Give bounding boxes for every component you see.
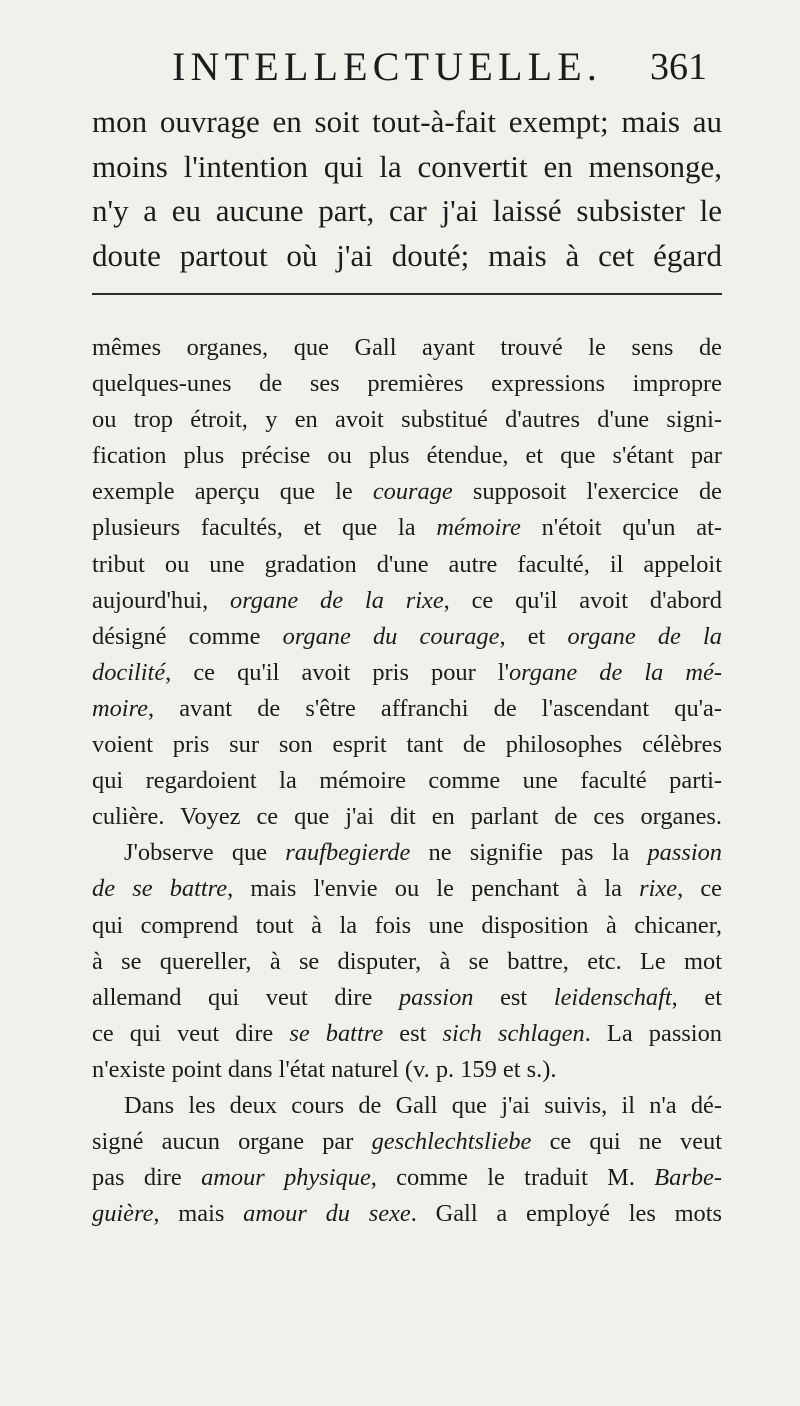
footnote-line: [92, 510, 722, 546]
footnote-text-run: , mais: [153, 1200, 244, 1228]
footnote-italic-run: amour physique: [201, 1164, 371, 1192]
footnote-text-run: ou trop étroit, y en avoit substitué d'autres d'une signi-: [92, 406, 722, 434]
footnote-line: [92, 1160, 722, 1196]
footnote-text-run: . Gall a employé les mots: [410, 1200, 723, 1228]
footnote-text-run: , et: [499, 622, 568, 650]
footnote-line: [92, 908, 722, 944]
footnote-line: [92, 763, 722, 799]
footnote-line: [92, 980, 722, 1016]
footnote-line: [92, 1088, 722, 1124]
footnote-line: [92, 402, 722, 438]
footnote-line: [92, 366, 722, 402]
page-number: 361: [650, 46, 707, 88]
footnote-text-run: qui comprend tout à la fois une disposition à chicaner,: [92, 911, 722, 939]
footnote-line: [92, 583, 722, 619]
footnote-text-run: n'étoit qu'un at-: [520, 514, 723, 542]
footnote-text-run: . La passion: [584, 1019, 722, 1047]
footnote-text-run: désigné comme: [92, 622, 283, 650]
footnote-text-run: voient pris sur son esprit tant de philosophes célèbres: [92, 731, 722, 759]
footnote-line: [92, 799, 722, 835]
footnote-line: [92, 871, 722, 907]
footnote-italic-run: moire: [92, 694, 148, 722]
main-text-line: doute partout où j'ai douté; mais à cet égard: [92, 237, 722, 273]
footnote-line: [92, 438, 722, 474]
footnote-text-run: mêmes organes, que Gall ayant trouvé le sens de: [92, 334, 722, 361]
running-head: [172, 42, 707, 92]
footnote-text-run: exemple aperçu que le: [92, 478, 373, 506]
footnote-text-run: signé aucun organe par: [92, 1128, 372, 1156]
footnote-text-run: allemand qui veut dire: [92, 983, 399, 1011]
footnote-text-run: pas dire: [92, 1164, 202, 1192]
footnote-line: [92, 619, 722, 655]
footnote-text-run: , et: [671, 983, 722, 1011]
footnote-italic-run: amour du sexe: [243, 1200, 411, 1228]
footnote-text-run: supposoit l'exercice de: [452, 478, 722, 506]
footnote-text-run: J'observe que: [124, 839, 286, 867]
footnote-italic-run: rixe: [639, 875, 678, 903]
footnote-text-run: aujourd'hui,: [92, 586, 231, 614]
footnote-italic-run: passion: [647, 839, 722, 867]
footnote-line: [92, 330, 722, 366]
footnote-line: [92, 727, 722, 763]
footnote-text-run: ce qui ne veut: [531, 1128, 722, 1156]
footnote-line: [92, 944, 722, 980]
footnote-text-run: , ce: [677, 875, 722, 903]
footnote-italic-run: sich schlagen: [442, 1019, 585, 1047]
footnote-text-run: , mais l'envie ou le penchant à la: [227, 875, 640, 903]
footnote-italic-run: organe de la rixe: [230, 586, 444, 614]
footnote-italic-run: Barbe-: [654, 1164, 722, 1192]
footnote-text-run: qui regardoient la mémoire comme une faculté parti-: [92, 767, 722, 795]
footnote-line: [92, 1124, 722, 1160]
footnote-line: [92, 1052, 722, 1088]
footnote-text-run: ne signifie pas la: [410, 839, 648, 867]
footnote-italic-run: docilité: [92, 658, 166, 686]
footnote-text-run: à se quereller, à se disputer, à se battre, etc. Le mot: [92, 947, 722, 975]
footnote-italic-run: guière: [92, 1200, 154, 1228]
main-text-line: n'y a eu aucune part, car j'ai laissé subsister le: [92, 193, 722, 228]
footnote-line: [92, 655, 722, 691]
footnote-italic-run: organe de la: [567, 622, 722, 650]
footnote-text-run: fication plus précise ou plus étendue, et que s'étant par: [92, 442, 722, 470]
footnote-text-run: culière. Voyez ce que j'ai dit en parlant de ces organes.: [92, 803, 722, 831]
footnote-text-run: Dans les deux cours de Gall que j'ai suivis, il n'a dé-: [124, 1091, 722, 1119]
footnote-line: [92, 1196, 722, 1232]
footnote-italic-run: de se battre: [92, 875, 228, 903]
footnote-rule: [92, 293, 722, 295]
footnote-italic-run: organe du courage: [282, 622, 500, 650]
main-text: [92, 100, 722, 278]
footnote-line: [92, 835, 722, 871]
footnote-text-run: tribut ou une gradation d'une autre faculté, il appeloit: [92, 550, 722, 578]
footnote-text-run: est: [383, 1019, 443, 1047]
running-title: INTELLECTUELLE.: [172, 44, 603, 89]
footnote-line: [92, 691, 722, 727]
footnote-italic-run: geschlechtsliebe: [371, 1128, 532, 1156]
footnote-italic-run: se battre: [289, 1019, 384, 1047]
footnote-italic-run: raufbegierde: [285, 839, 411, 867]
footnote-text-run: quelques-unes de ses premières expressions impropre: [92, 370, 722, 398]
footnote-line: [92, 547, 722, 583]
footnote-line: [92, 1016, 722, 1052]
footnote-italic-run: passion: [398, 983, 474, 1011]
footnote-italic-run: mémoire: [436, 514, 521, 542]
footnote-text-run: , ce qu'il avoit pris pour l': [165, 658, 509, 686]
footnote-italic-run: courage: [372, 478, 453, 506]
footnote-text-run: , comme le traduit M.: [370, 1164, 655, 1192]
footnote: [92, 330, 722, 1232]
main-text-line: moins l'intention qui la convertit en mensonge,: [92, 148, 722, 184]
footnote-text-run: n'existe point dans l'état naturel (v. p. 159 et s.).: [92, 1055, 557, 1083]
footnote-text-run: , ce qu'il avoit d'abord: [443, 586, 723, 614]
footnote-text-run: est: [473, 983, 554, 1011]
main-text-line: mon ouvrage en soit tout-à-fait exempt; mais au: [92, 104, 722, 139]
footnote-text-run: , avant de s'être affranchi de l'ascendant qu'a-: [148, 694, 722, 722]
footnote-line: [92, 474, 722, 510]
footnote-italic-run: organe de la mé-: [508, 658, 722, 686]
footnote-text-run: plusieurs facultés, et que la: [92, 514, 437, 542]
footnote-italic-run: leidenschaft: [553, 983, 672, 1011]
footnote-text-run: ce qui veut dire: [92, 1019, 290, 1047]
